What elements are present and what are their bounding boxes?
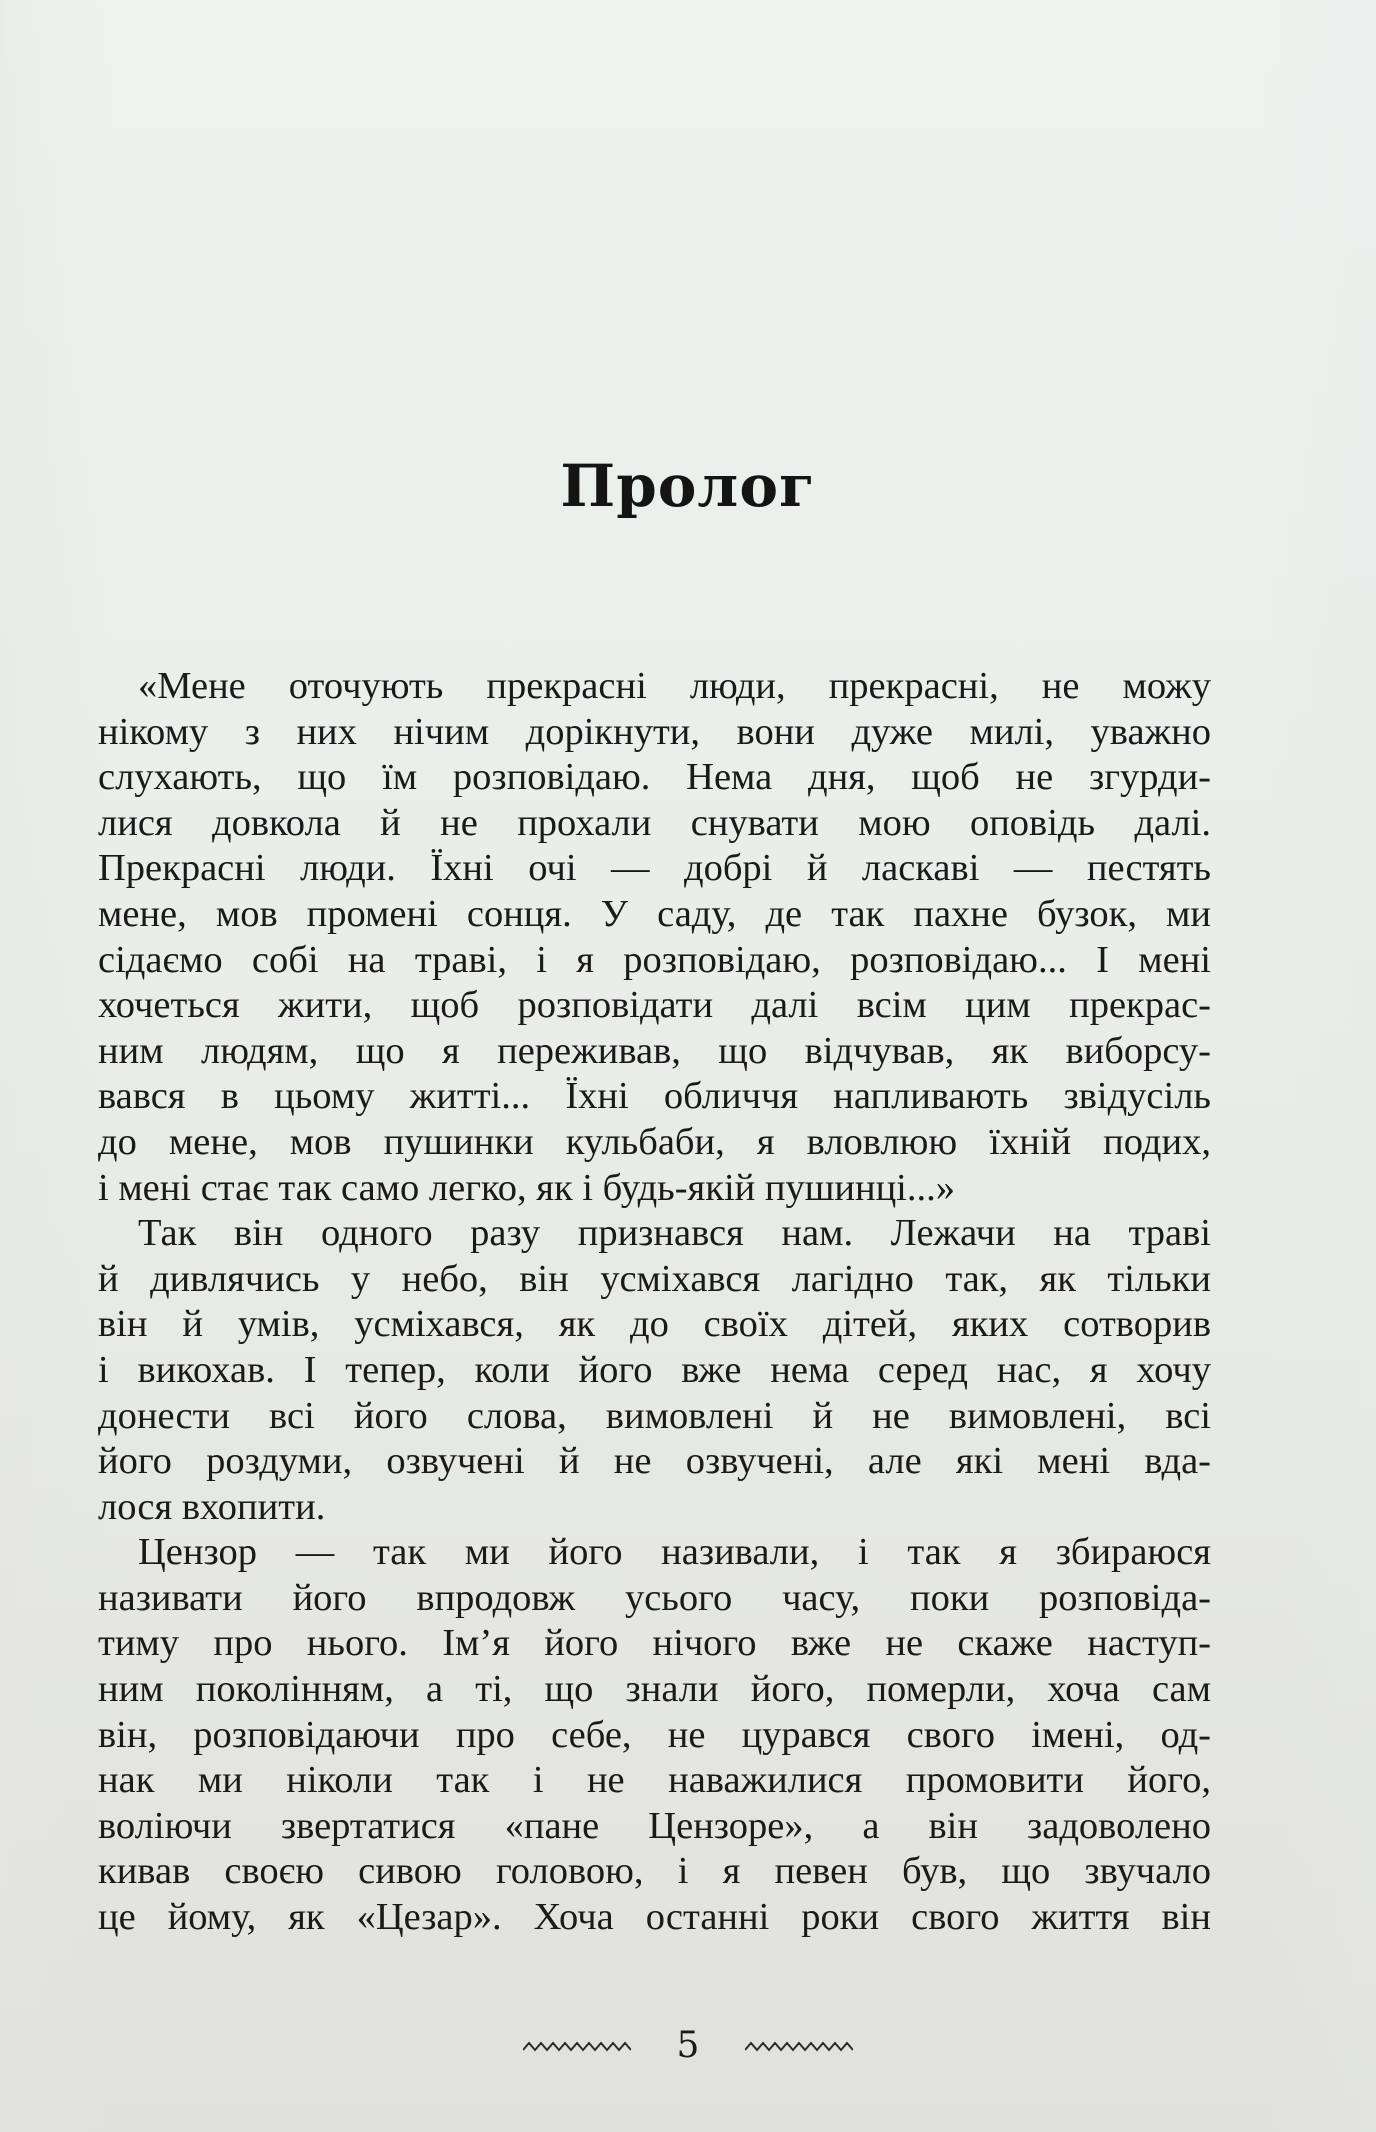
text-line: він й умів, усміхався, як до своїх дітей, яких сотворив — [98, 1303, 1211, 1346]
page-footer — [0, 2025, 1376, 2066]
text-line: воліючи звертатися «пане Цензоре», а він задоволено — [98, 1804, 1211, 1847]
text-line: Цензор — так ми його називали, і так я збираюся — [138, 1531, 1211, 1574]
text-line: вався в цьому житті... Їхні обличчя напливають звідусіль — [98, 1075, 1211, 1118]
chapter-body — [98, 664, 1211, 1941]
text-line: тиму про нього. Ім’я його нічого вже не скаже наступ- — [98, 1622, 1211, 1665]
text-line: і викохав. І тепер, коли його вже нема серед нас, я хочу — [98, 1348, 1211, 1391]
wavy-line-ornament-icon — [523, 2039, 631, 2053]
text-line: нак ми ніколи так і не наважилися промовити його, — [98, 1759, 1211, 1802]
text-line: ним людям, що я переживав, що відчував, як виборсу- — [98, 1029, 1211, 1072]
text-line: й дивлячись у небо, він усміхався лагідно так, як тільки — [98, 1257, 1211, 1300]
text-line: кивав своєю сивою головою, і я певен був, що звучало — [98, 1850, 1211, 1893]
text-line: називати його впродовж усього часу, поки розповіда- — [98, 1576, 1211, 1619]
text-line: мене, мов промені сонця. У саду, де так пахне бузок, ми — [98, 892, 1211, 935]
text-line: він, розповідаючи про себе, не цурався свого імені, од- — [98, 1713, 1211, 1756]
text-line: слухають, що їм розповідаю. Нема дня, щоб не згурди- — [98, 756, 1211, 799]
text-line: сідаємо собі на траві, і я розповідаю, розповідаю... І мені — [98, 938, 1211, 981]
text-line: Так він одного разу признався нам. Лежачи на траві — [138, 1212, 1211, 1255]
text-line: нікому з них нічим дорікнути, вони дуже милі, уважно — [98, 710, 1211, 753]
page-number: 5 — [676, 2025, 700, 2066]
text-line: і мені стає так само легко, як і будь-якій пушинці...» — [98, 1166, 956, 1209]
text-line: до мене, мов пушинки кульбаби, я вловлюю їхній подих, — [98, 1120, 1211, 1163]
chapter-title: Пролог — [560, 452, 816, 520]
text-line: ним поколінням, а ті, що знали його, померли, хоча сам — [98, 1668, 1211, 1711]
text-line: хочеться жити, щоб розповідати далі всім цим прекрас- — [98, 984, 1211, 1027]
text-line: «Мене оточують прекрасні люди, прекрасні, не можу — [138, 665, 1211, 707]
text-line: лося вхопити. — [98, 1485, 326, 1528]
text-line: це йому, як «Цезар». Хоча останні роки свого життя він — [98, 1896, 1211, 1939]
text-line: його роздуми, озвучені й не озвучені, але які мені вда- — [98, 1440, 1211, 1483]
wavy-line-ornament-icon — [745, 2039, 853, 2053]
text-line: донести всі його слова, вимовлені й не вимовлені, всі — [98, 1394, 1211, 1437]
text-line: лися довкола й не прохали снувати мою оповідь далі. — [98, 801, 1211, 844]
text-line: Прекрасні люди. Їхні очі — добрі й ласкаві — пестять — [98, 847, 1211, 890]
